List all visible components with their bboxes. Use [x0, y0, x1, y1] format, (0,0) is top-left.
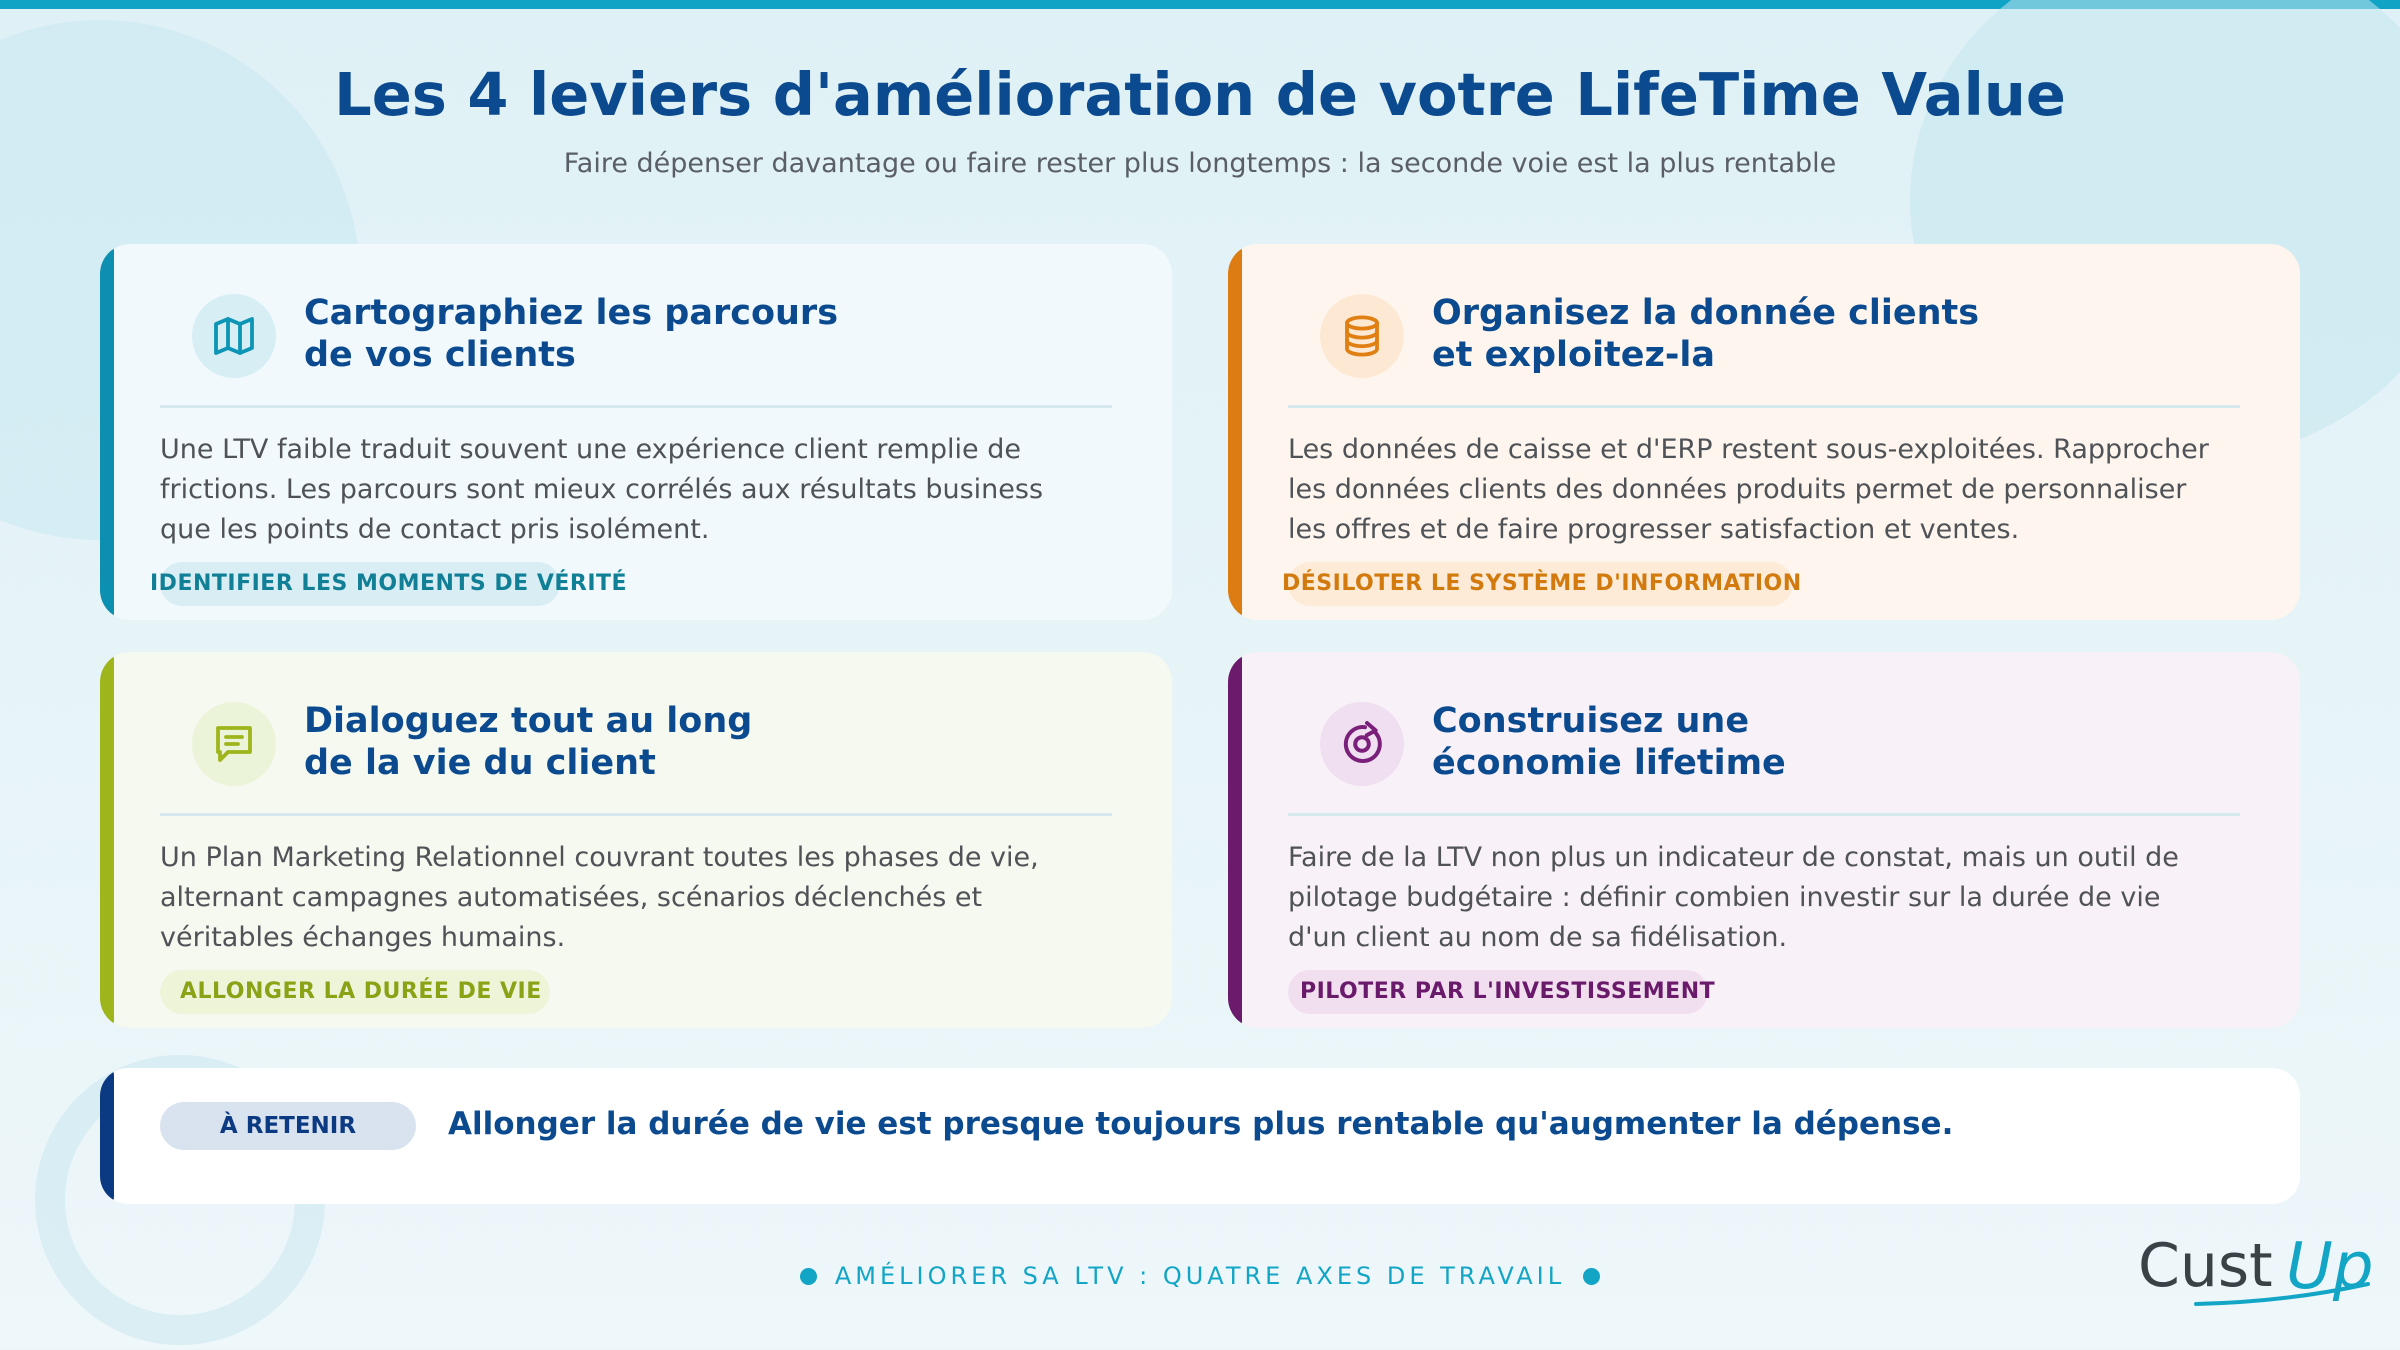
card-title: Cartographiez les parcours de vos clients [304, 293, 839, 375]
takeaway-text: Allonger la durée de vie est presque toujours plus rentable qu'augmenter la dépense. [448, 1106, 1954, 1142]
card-divider [160, 405, 1112, 408]
page-subtitle: Faire dépenser davantage ou faire rester plus longtemps : la seconde voie est la plus rentable [563, 148, 1837, 179]
card-accent-bar [100, 244, 114, 620]
page-title: Les 4 leviers d'amélioration de votre LifeTime Value [334, 60, 2066, 129]
database-icon [1320, 294, 1404, 378]
card-tag: ALLONGER LA DURÉE DE VIE [160, 970, 550, 1014]
card-divider [1288, 813, 2240, 816]
lever-card-customer-journeys [100, 244, 1172, 620]
custup-logo [2136, 1228, 2386, 1328]
footer-dot-left [800, 1268, 817, 1285]
card-accent-bar [1228, 244, 1242, 620]
card-tag: IDENTIFIER LES MOMENTS DE VÉRITÉ [160, 562, 560, 606]
card-accent-bar [1228, 652, 1242, 1028]
chat-message-icon [192, 702, 276, 786]
key-takeaway-box [100, 1068, 2300, 1204]
card-title: Dialoguez tout au long de la vie du client [304, 701, 753, 783]
card-description: Une LTV faible traduit souvent une expérience client remplie de frictions. Les parcours sont mieux corrélés aux résultats business que les points de contact pris isolément. [160, 434, 1044, 545]
card-description: Un Plan Marketing Relationnel couvrant toutes les phases de vie, alternant campagnes automatisées, scénarios déclenchés et véritables échanges humains. [160, 842, 1039, 953]
target-cycle-icon [1320, 702, 1404, 786]
logo-text-up: Up [2286, 1230, 2374, 1304]
lever-card-lifetime-economy [1228, 652, 2300, 1028]
card-description: Les données de caisse et d'ERP restent sous-exploitées. Rapprocher les données clients des données produits permet de personnaliser les offres et de faire progresser satisfaction et ventes. [1288, 434, 2209, 545]
summary-accent-bar [100, 1068, 114, 1204]
card-tag: PILOTER PAR L'INVESTISSEMENT [1288, 970, 1708, 1014]
lever-card-customer-data [1228, 244, 2300, 620]
takeaway-badge: À RETENIR [160, 1102, 416, 1150]
logo-text-cust: Cust [2138, 1231, 2273, 1301]
card-tag: DÉSILOTER LE SYSTÈME D'INFORMATION [1288, 562, 1793, 606]
footer-dot-right [1583, 1268, 1600, 1285]
card-description: Faire de la LTV non plus un indicateur de constat, mais un outil de pilotage budgétaire : définir combien investir sur la durée de vie d'un client au nom de sa fidélisation. [1288, 842, 2179, 953]
footer-text: AMÉLIORER SA LTV : QUATRE AXES DE TRAVAIL [834, 1262, 1566, 1290]
map-icon [192, 294, 276, 378]
card-divider [1288, 405, 2240, 408]
card-title: Organisez la donnée clients et exploitez-la [1432, 293, 1980, 375]
card-accent-bar [100, 652, 114, 1028]
lever-card-dialogue [100, 652, 1172, 1028]
card-title: Construisez une économie lifetime [1432, 701, 1786, 783]
card-divider [160, 813, 1112, 816]
footer-caption [0, 1262, 2400, 1290]
